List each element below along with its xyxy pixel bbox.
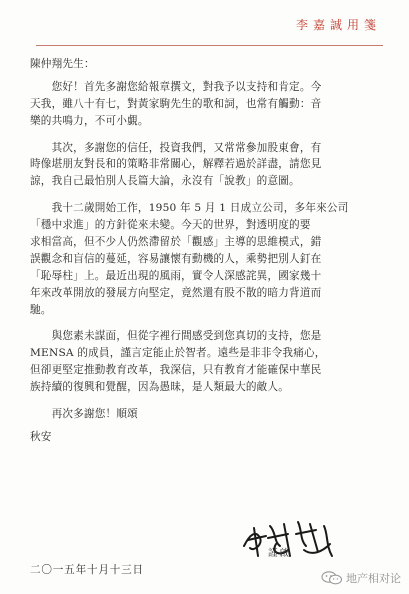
paragraph-line: 樂的共鳴力，不可小覷。 <box>30 114 149 127</box>
paragraph-line: 與您素未謀面，但從字裡行間感受到您真切的支持，您是 <box>30 330 322 343</box>
paragraph-line: 但卻更堅定推動教育改革，我深信，只有教育才能確保中華民 <box>30 364 322 377</box>
paragraph-line: MENSA 的成員，謹言定能止於智者。遠些是非非令我痛心， <box>30 347 326 360</box>
paragraph-line: 馳。 <box>30 303 52 316</box>
paragraph-line: 諒，我自己最怕別人長篇大論，永沒有「說教」的意圖。 <box>30 175 300 188</box>
paragraph-line: 再次多謝您！順頌 <box>30 408 138 421</box>
letter-body <box>30 56 392 446</box>
signature-label: 謹啟 <box>268 548 292 559</box>
watermark-text: 地产相对论 <box>346 572 401 585</box>
letterhead-rule <box>36 45 383 46</box>
paragraph-line: 時像堪朋友對長和的策略非常關心，解釋若過於詳盡，請您見 <box>30 158 322 171</box>
paragraph-line: 年來改革開放的發展方向堅定，竟然還有股不散的暗力背道而 <box>30 286 322 299</box>
paragraph-line: 族持續的復興和覺醒，因為愚昧，是人類最大的敵人。 <box>30 381 290 394</box>
paragraph-line: 「恥辱柱」上。最近出現的風雨，實令人深感詫異，國家幾十 <box>30 269 322 282</box>
wechat-icon <box>321 571 343 585</box>
paragraph-line: 誤觀念和盲信的蔓延，容易讓懷有動機的人，乘勢把別人釘在 <box>30 252 322 265</box>
letterhead-title: 李嘉誠用箋 <box>295 18 381 32</box>
watermark <box>321 570 401 586</box>
paragraph-line: 「穩中求進」的方針從來未變。今天的世界，對透明度的要 <box>30 219 311 232</box>
paragraph-line: 其次，多謝您的信任，投資我們，又常常參加股東會，有 <box>30 141 322 154</box>
paragraph-line: 求相當高，但不少人仍然滯留於「觀感」主導的思維模式，錯 <box>30 236 322 249</box>
paragraph-line: 天我，雖八十有七，對黃家駒先生的歌和詞，也常有觸動：音 <box>30 97 322 110</box>
closing: 秋安 <box>30 430 52 443</box>
letter-date: 二〇一五年十月十三日 <box>30 564 144 576</box>
paragraph-line: 您好！首先多謝您給報章撰文，對我予以支持和肯定。今 <box>30 80 322 93</box>
salutation: 陳仲翔先生： <box>30 58 95 70</box>
paragraph-line: 我十二歲開始工作，1950 年 5 月 1 日成立公司，多年來公司 <box>30 202 349 215</box>
